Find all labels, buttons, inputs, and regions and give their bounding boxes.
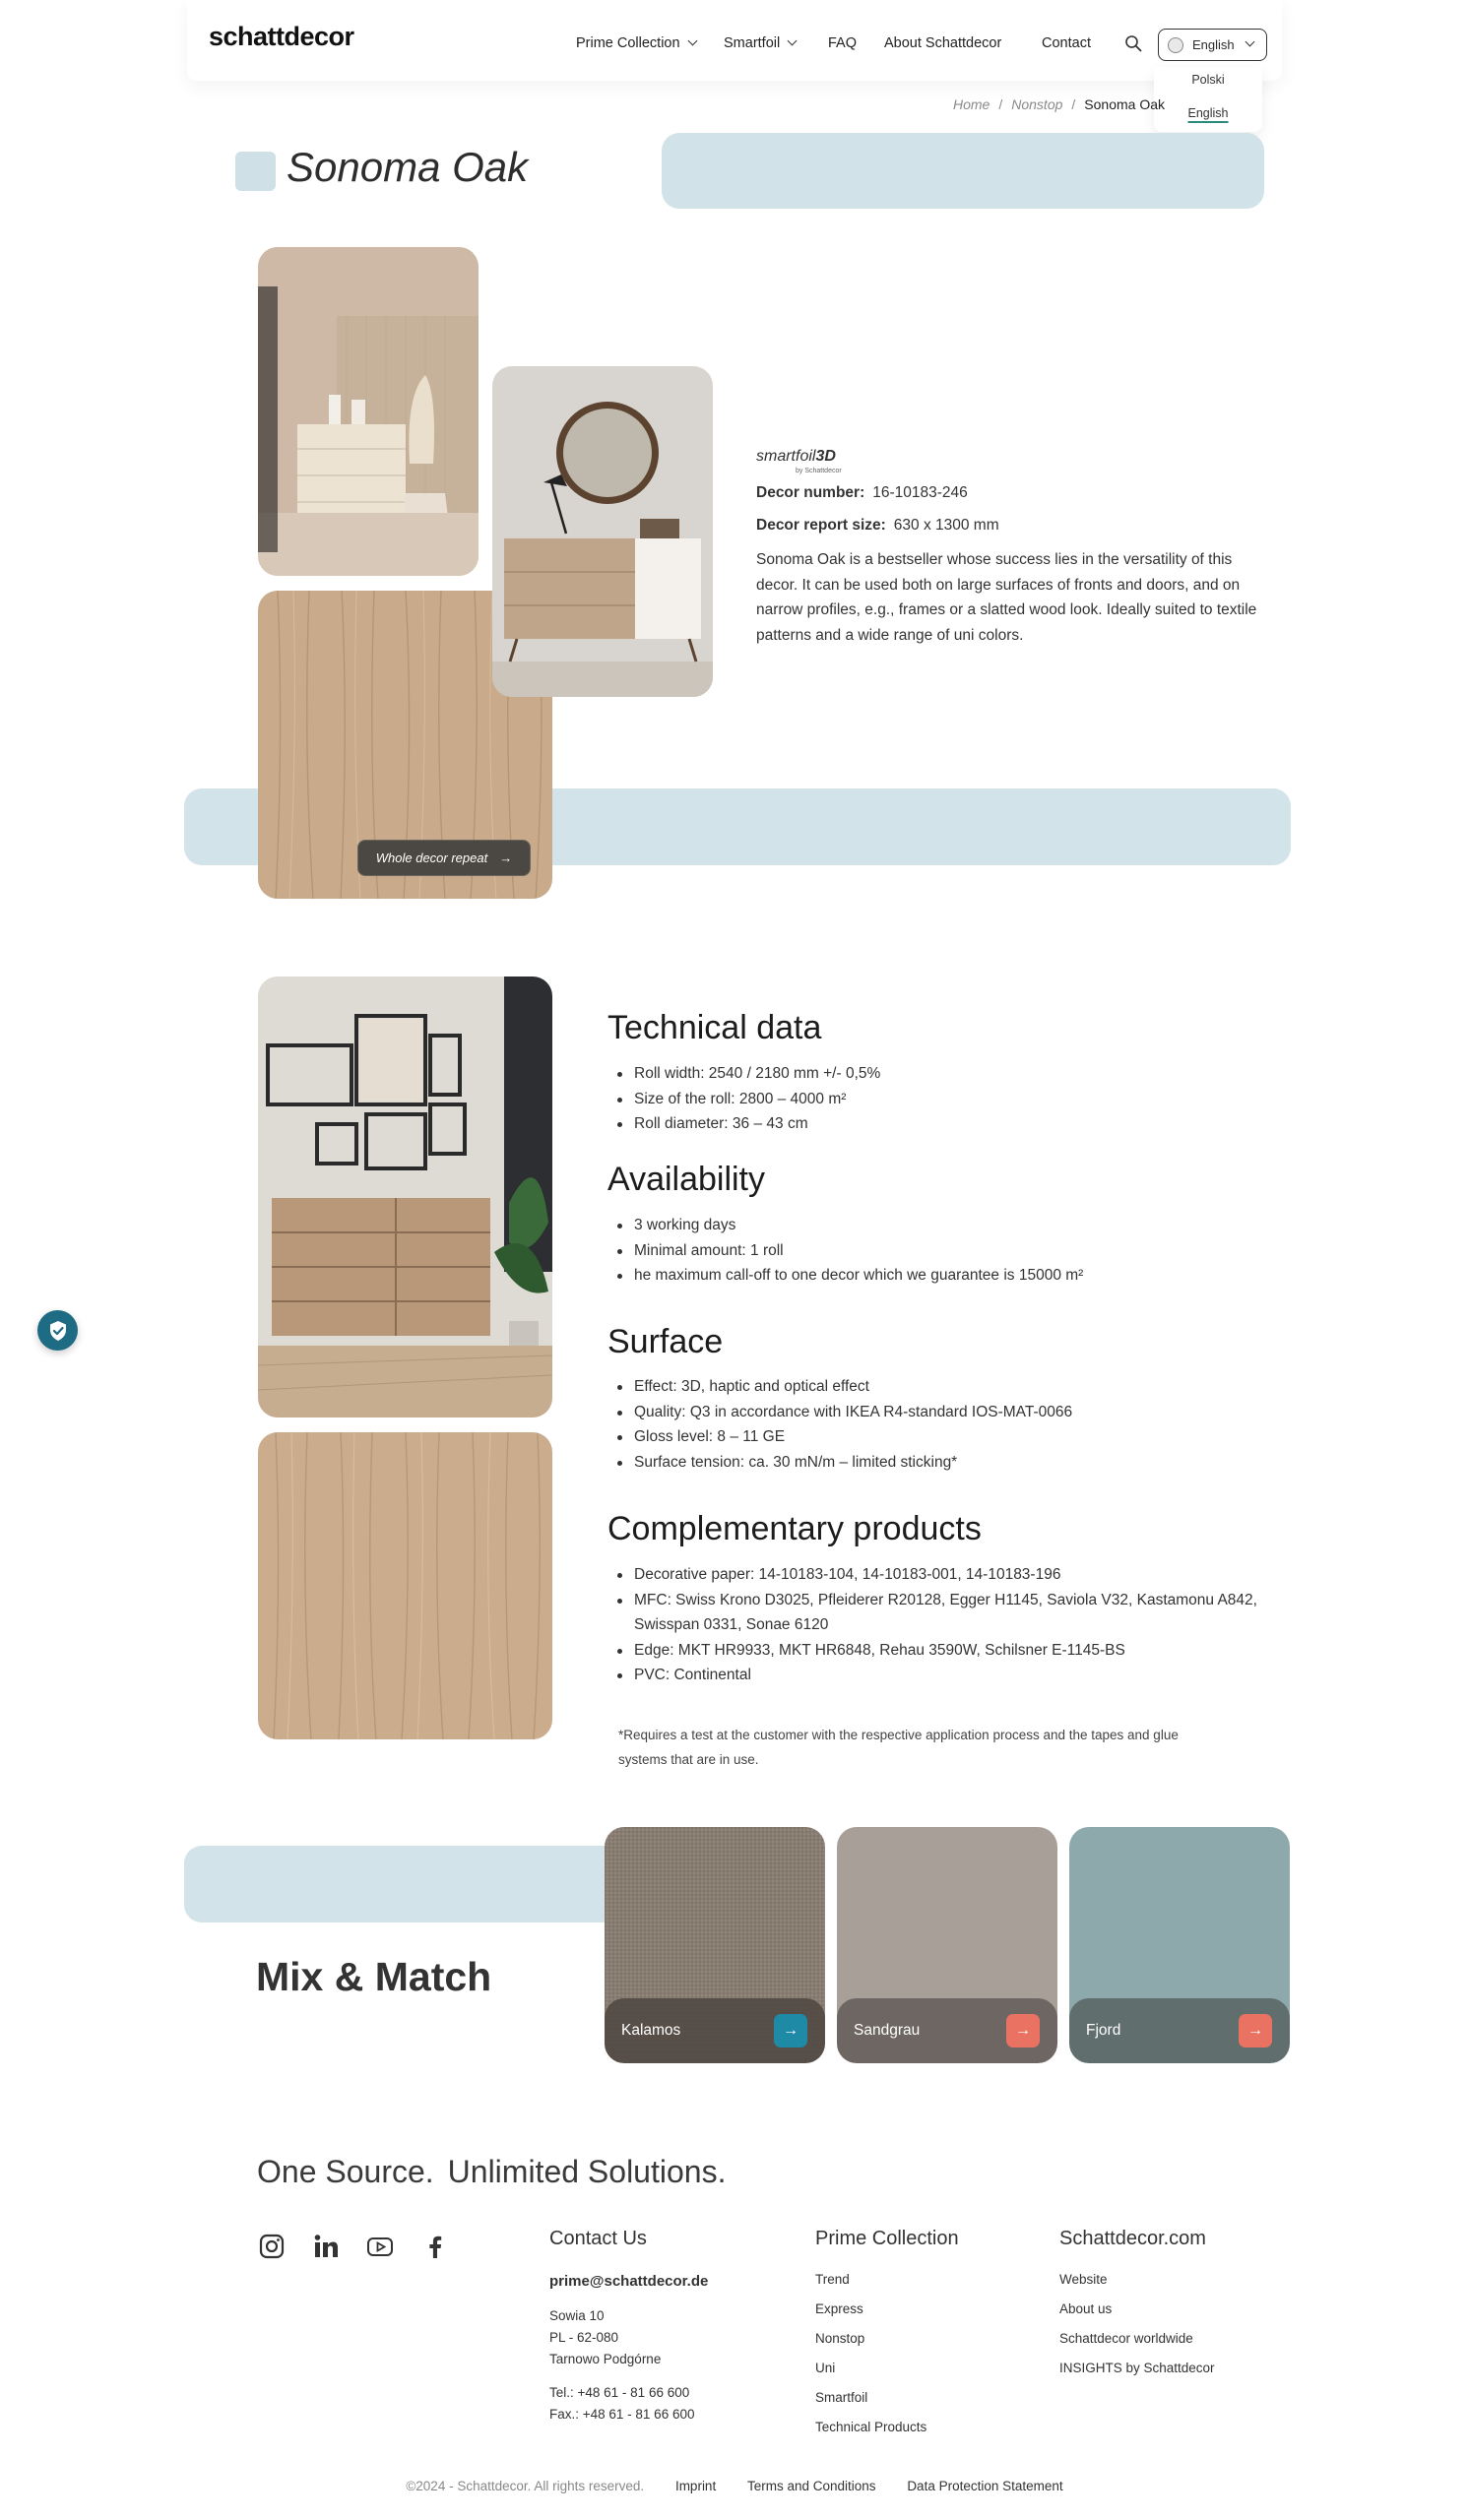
breadcrumb-current: Sonoma Oak	[1084, 96, 1166, 112]
globe-icon	[1168, 37, 1183, 53]
repeat-button-label: Whole decor repeat	[375, 850, 488, 865]
search-icon[interactable]	[1124, 34, 1142, 52]
decor-number-value: 16-10183-246	[872, 484, 968, 501]
title-color-swatch	[235, 152, 276, 191]
data-protection-link[interactable]: Data Protection Statement	[907, 2479, 1063, 2493]
complementary-heading: Complementary products	[607, 1510, 982, 1547]
slogan-part-2: Unlimited Solutions.	[447, 2154, 727, 2189]
list-item: Decorative paper: 14-10183-104, 14-10183-001, 14-10183-196	[607, 1562, 1257, 1588]
language-dropdown	[1154, 67, 1262, 132]
swatch-bar	[605, 1998, 825, 2063]
breadcrumb: Home / Nonstop / Sonoma Oak	[953, 96, 1166, 112]
language-current: English	[1192, 37, 1235, 52]
list-item: Edge: MKT HR9933, MKT HR6848, Rehau 3590W, Schilsner E-1145-BS	[607, 1638, 1257, 1664]
imprint-link[interactable]: Imprint	[674, 2479, 717, 2493]
footer-link-nonstop[interactable]: Nonstop	[815, 2331, 865, 2346]
availability-heading: Availability	[607, 1161, 766, 1198]
nav-contact[interactable]: Contact	[1042, 35, 1091, 51]
complementary-list	[607, 1562, 1257, 1688]
nav-about[interactable]: About Schattdecor	[884, 35, 1002, 51]
footer-site-heading: Schattdecor.com	[1059, 2228, 1206, 2249]
nav-prime-label: Prime Collection	[576, 35, 680, 51]
swatch-card-kalamos[interactable]	[605, 1827, 825, 2063]
terms-link[interactable]: Terms and Conditions	[746, 2479, 876, 2493]
chevron-down-icon	[687, 36, 697, 46]
breadcrumb-nonstop[interactable]: Nonstop	[1011, 96, 1063, 112]
footer-link-smartfoil[interactable]: Smartfoil	[815, 2390, 868, 2405]
shield-check-icon	[48, 1320, 68, 1342]
privacy-settings-button[interactable]	[37, 1310, 78, 1351]
decor-description: Sonoma Oak is a bestseller whose success lies in the versatility of this decor. It can be used both on large surfaces of fronts and doors, and on narrow profiles, e.g., frames or a slatted wood look. Ideally suited to textile patterns and a wide range of uni colors.	[756, 551, 1257, 644]
instagram-icon[interactable]	[258, 2233, 286, 2260]
nav-faq[interactable]: FAQ	[828, 35, 858, 51]
swatch-card-fjord[interactable]	[1069, 1827, 1290, 2063]
footer-link-trend[interactable]: Trend	[815, 2272, 850, 2287]
footer-prime-links	[815, 2265, 926, 2442]
decor-report-size	[756, 517, 999, 535]
hallway-room-image	[258, 247, 479, 576]
mix-match-band	[184, 1846, 676, 1922]
arrow-right-icon: →	[499, 850, 513, 865]
footnote: *Requires a test at the customer with the respective application process and the tapes and glue systems that are in use.	[618, 1728, 1179, 1767]
language-option-english[interactable]: English	[1187, 106, 1229, 120]
contact-email[interactable]: prime@schattdecor.de	[549, 2273, 709, 2290]
list-item: Surface tension: ca. 30 mN/m – limited sticking*	[607, 1450, 1257, 1476]
brand-subtitle: by Schattdecor	[796, 468, 842, 474]
report-size-value: 630 x 1300 mm	[893, 517, 999, 534]
contact-street: Sowia 10	[549, 2308, 605, 2323]
wood-texture-image	[258, 1432, 552, 1739]
site-header	[187, 0, 1282, 81]
nav-prime-collection[interactable]	[576, 35, 696, 51]
page-title: Sonoma Oak	[287, 144, 529, 190]
arrow-right-icon[interactable]: →	[1239, 2014, 1272, 2048]
surface-list	[607, 1374, 1257, 1475]
list-item: he maximum call-off to one decor which we guarantee is 15000 m²	[607, 1263, 1257, 1289]
list-item: 3 working days	[607, 1213, 1257, 1238]
language-select[interactable]	[1158, 29, 1267, 61]
language-option-polski[interactable]: Polski	[1191, 73, 1225, 87]
title-band	[662, 133, 1264, 209]
linkedin-icon[interactable]	[312, 2233, 340, 2260]
nav-smartfoil[interactable]	[724, 35, 796, 51]
swatch-name: Sandgrau	[854, 2022, 921, 2039]
decor-number-label: Decor number:	[756, 484, 865, 501]
footer-prime-heading: Prime Collection	[815, 2228, 959, 2249]
list-item: Minimal amount: 1 roll	[607, 1238, 1257, 1264]
contact-tel[interactable]: Tel.: +48 61 - 81 66 600	[549, 2385, 690, 2400]
footer-link-insights[interactable]: INSIGHTS by Schattdecor	[1059, 2361, 1215, 2375]
footer-slogan	[257, 2154, 726, 2190]
list-item: Roll diameter: 36 – 43 cm	[607, 1111, 1257, 1137]
footer-link-worldwide[interactable]: Schattdecor worldwide	[1059, 2331, 1193, 2346]
technical-data-heading: Technical data	[607, 1009, 822, 1046]
slogan-part-1: One Source.	[257, 2154, 434, 2189]
list-item: Effect: 3D, haptic and optical effect	[607, 1374, 1257, 1400]
bedroom-dresser-image	[258, 976, 552, 1418]
list-item: Quality: Q3 in accordance with IKEA R4-standard IOS-MAT-0066	[607, 1400, 1257, 1425]
footer-site-links	[1059, 2265, 1215, 2383]
list-item: Roll width: 2540 / 2180 mm +/- 0,5%	[607, 1061, 1257, 1087]
youtube-icon[interactable]	[366, 2233, 394, 2260]
footer-contact-heading: Contact Us	[549, 2228, 647, 2249]
surface-heading: Surface	[607, 1323, 724, 1360]
whole-decor-repeat-button[interactable]	[357, 840, 531, 876]
swatch-name: Fjord	[1086, 2022, 1121, 2039]
footer-link-about[interactable]: About us	[1059, 2301, 1113, 2316]
dresser-mirror-image	[492, 366, 713, 697]
contact-city: Tarnowo Podgórne	[549, 2352, 662, 2366]
list-item: PVC: Continental	[607, 1663, 1257, 1688]
arrow-right-icon[interactable]: →	[774, 2014, 807, 2048]
brand-3d: 3D	[815, 448, 836, 465]
breadcrumb-home[interactable]: Home	[953, 96, 990, 112]
list-item: MFC: Swiss Krono D3025, Pfleiderer R20128, Egger H1145, Saviola V32, Kastamonu A842, Swisspan 0331, Sonae 6120	[607, 1588, 1257, 1638]
swatch-bar	[1069, 1998, 1290, 2063]
facebook-icon[interactable]	[421, 2233, 449, 2260]
brand-name: smartfoil	[756, 448, 816, 465]
decor-number	[756, 484, 968, 502]
chevron-down-icon	[1245, 37, 1254, 47]
copyright: ©2024 - Schattdecor. All rights reserved.	[406, 2479, 645, 2493]
footer-bottom-row	[0, 2479, 1469, 2493]
footer-link-technical[interactable]: Technical Products	[815, 2420, 927, 2434]
schattdecor-logo[interactable]: schattdecor	[209, 22, 354, 51]
list-item: Size of the roll: 2800 – 4000 m²	[607, 1087, 1257, 1112]
chevron-down-icon	[788, 36, 798, 46]
contact-postal: PL - 62-080	[549, 2330, 619, 2345]
footer-link-uni[interactable]: Uni	[815, 2361, 836, 2375]
report-size-label: Decor report size:	[756, 517, 886, 534]
swatch-bar	[837, 1998, 1057, 2063]
mix-match-heading: Mix & Match	[256, 1954, 492, 1999]
footer-link-express[interactable]: Express	[815, 2301, 863, 2316]
swatch-name: Kalamos	[621, 2022, 681, 2039]
arrow-right-icon[interactable]: →	[1006, 2014, 1040, 2048]
footer-link-website[interactable]: Website	[1059, 2272, 1108, 2287]
availability-list	[607, 1213, 1257, 1289]
technical-data-list	[607, 1061, 1257, 1137]
contact-fax: Fax.: +48 61 - 81 66 600	[549, 2407, 695, 2422]
nav-smartfoil-label: Smartfoil	[724, 35, 781, 51]
list-item: Gloss level: 8 – 11 GE	[607, 1424, 1257, 1450]
swatch-card-sandgrau[interactable]	[837, 1827, 1057, 2063]
smartfoil-3d-logo	[756, 448, 836, 466]
